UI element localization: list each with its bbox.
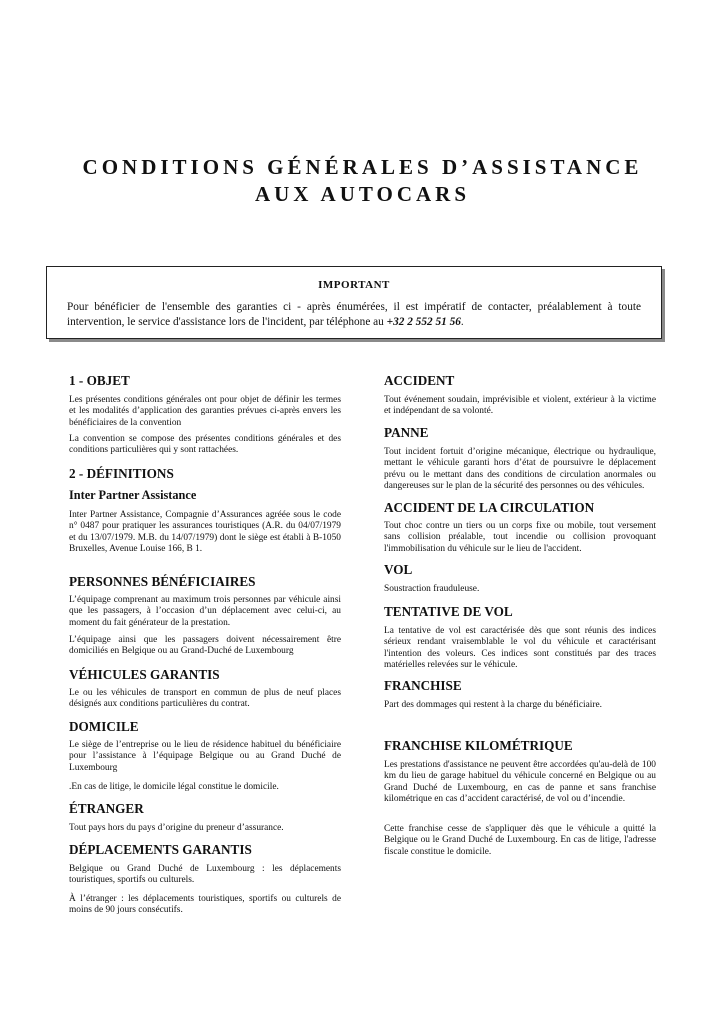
important-text: [67, 300, 641, 330]
objet-paragraph-2: La convention se compose des présentes conditions générales et des conditions particulières qui y sont rattachées.: [69, 434, 341, 456]
vehicles-heading: VÉHICULES GARANTIS: [69, 667, 220, 682]
deductible-paragraph: Part des dommages qui restent à la charge du bénéficiaire.: [384, 700, 602, 710]
objet-paragraph-1: Les présentes conditions générales ont pour objet de définir les termes et les modalités d’application des garanties prévues ci-après envers les bénéficiaires de la convention: [69, 395, 341, 428]
road-accident-heading: ACCIDENT DE LA CIRCULATION: [384, 500, 595, 515]
domicile-paragraph-1: Le siège de l’entreprise ou le lieu de résidence habituel du bénéficiaire pour l’assistance à l’équipage Belgique ou au Grand Duché de Luxembourg: [69, 740, 341, 773]
domicile-paragraph-2: .En cas de litige, le domicile légal constitue le domicile.: [69, 782, 279, 792]
important-tail: .: [460, 316, 464, 328]
ipa-heading: Inter Partner Assistance: [69, 488, 197, 502]
deductible-heading: FRANCHISE: [384, 678, 462, 693]
km-deductible-heading: FRANCHISE KILOMÉTRIQUE: [384, 738, 573, 753]
beneficiaries-paragraph-2: L’équipage ainsi que les passagers doivent nécessairement être domiciliés en Belgique ou au Grand-Duché de Luxembourg: [69, 635, 341, 657]
road-accident-paragraph: Tout choc contre un tiers ou un corps fixe ou mobile, tout versement sans collision préalable, tout incendie ou collision provoquant l'immobilisation du véhicule sur le lieu de l'accident.: [384, 521, 656, 554]
breakdown-paragraph: Tout incident fortuit d’origine mécanique, électrique ou hydraulique, mettant le véhicule garanti hors d’état de poursuivre le déplacement prévu ou le mettant dans des conditions de circulation anormales ou dangereuses sur le plan de la sécurité des personnes ou des véhicules.: [384, 447, 656, 492]
attempted-theft-paragraph: La tentative de vol est caractérisée dès que sont réunis des indices sérieux rendant vraisemblable le vol du véhicule et caractérisant l'intention des voleurs. Ces indices sont constitués par des traces matérielles relevées sur le véhicule.: [384, 626, 656, 671]
ipa-paragraph: Inter Partner Assistance, Compagnie d’Assurances agréée sous le code n° 0487 pour pratiquer les assurances touristiques (A.R. du 04/07/1979 et du 13/07/1979. M.B. du 14/07/1979) dont le siège est établi à B-1050 Bruxelles, Avenue Louise 166, B 1.: [69, 510, 341, 555]
abroad-heading: ÉTRANGER: [69, 801, 144, 816]
section-definitions-heading: 2 - DÉFINITIONS: [69, 466, 174, 481]
km-deductible-paragraph-2: Cette franchise cesse de s'appliquer dès que le véhicule a quitté la Belgique ou le Grand Duché de Luxembourg. En cas de litige, l'adresse fiscale constitue le domicile.: [384, 824, 656, 857]
beneficiaries-paragraph-1: L’équipage comprenant au maximum trois personnes par véhicule ainsi que les passagers, à l’occasion d’un déplacement avec celui-ci, au moment du fait générateur de la prestation.: [69, 595, 341, 628]
document-title-line2: AUX AUTOCARS: [254, 182, 471, 206]
important-body: Pour bénéficier de l'ensemble des garanties ci - après énumérées, il est impératif de contacter, préalablement à toute intervention, le service d'assistance lors de l'incident, par téléphone au: [67, 301, 641, 328]
trips-paragraph-2: À l’étranger : les déplacements touristiques, sportifs ou culturels de moins de 90 jours consécutifs.: [69, 894, 341, 916]
important-notice-box: [46, 266, 662, 339]
domicile-heading: DOMICILE: [69, 719, 139, 734]
beneficiaries-heading: PERSONNES BÉNÉFICIAIRES: [69, 574, 256, 589]
attempted-theft-heading: TENTATIVE DE VOL: [384, 604, 513, 619]
important-heading: IMPORTANT: [318, 279, 390, 291]
trips-paragraph-1: Belgique ou Grand Duché de Luxembourg : les déplacements touristiques, sportifs ou culturels.: [69, 864, 341, 886]
km-deductible-paragraph-1: Les prestations d'assistance ne peuvent être accordées qu'au-delà de 100 km du lieu de garage habituel du véhicule concerné en Belgique ou au Grand Duché de Luxembourg, en cas de panne et sans franchise kilométrique en cas d’accident caractérisé, de vol ou d’incendie.: [384, 760, 656, 805]
document-title-line1: CONDITIONS GÉNÉRALES D’ASSISTANCE: [82, 155, 643, 179]
breakdown-heading: PANNE: [384, 425, 429, 440]
abroad-paragraph: Tout pays hors du pays d’origine du preneur d’assurance.: [69, 823, 284, 833]
section-objet-heading: 1 - OBJET: [69, 373, 130, 388]
accident-paragraph: Tout événement soudain, imprévisible et violent, extérieur à la victime et indépendant de sa volonté.: [384, 395, 656, 417]
accident-heading: ACCIDENT: [384, 373, 455, 388]
assistance-phone-number: +32 2 552 51 56: [386, 316, 461, 328]
theft-paragraph: Soustraction frauduleuse.: [384, 584, 480, 594]
trips-heading: DÉPLACEMENTS GARANTIS: [69, 842, 252, 857]
vehicles-paragraph: Le ou les véhicules de transport en commun de plus de neuf places désignés aux conditions particulières du contrat.: [69, 688, 341, 710]
theft-heading: VOL: [384, 562, 413, 577]
